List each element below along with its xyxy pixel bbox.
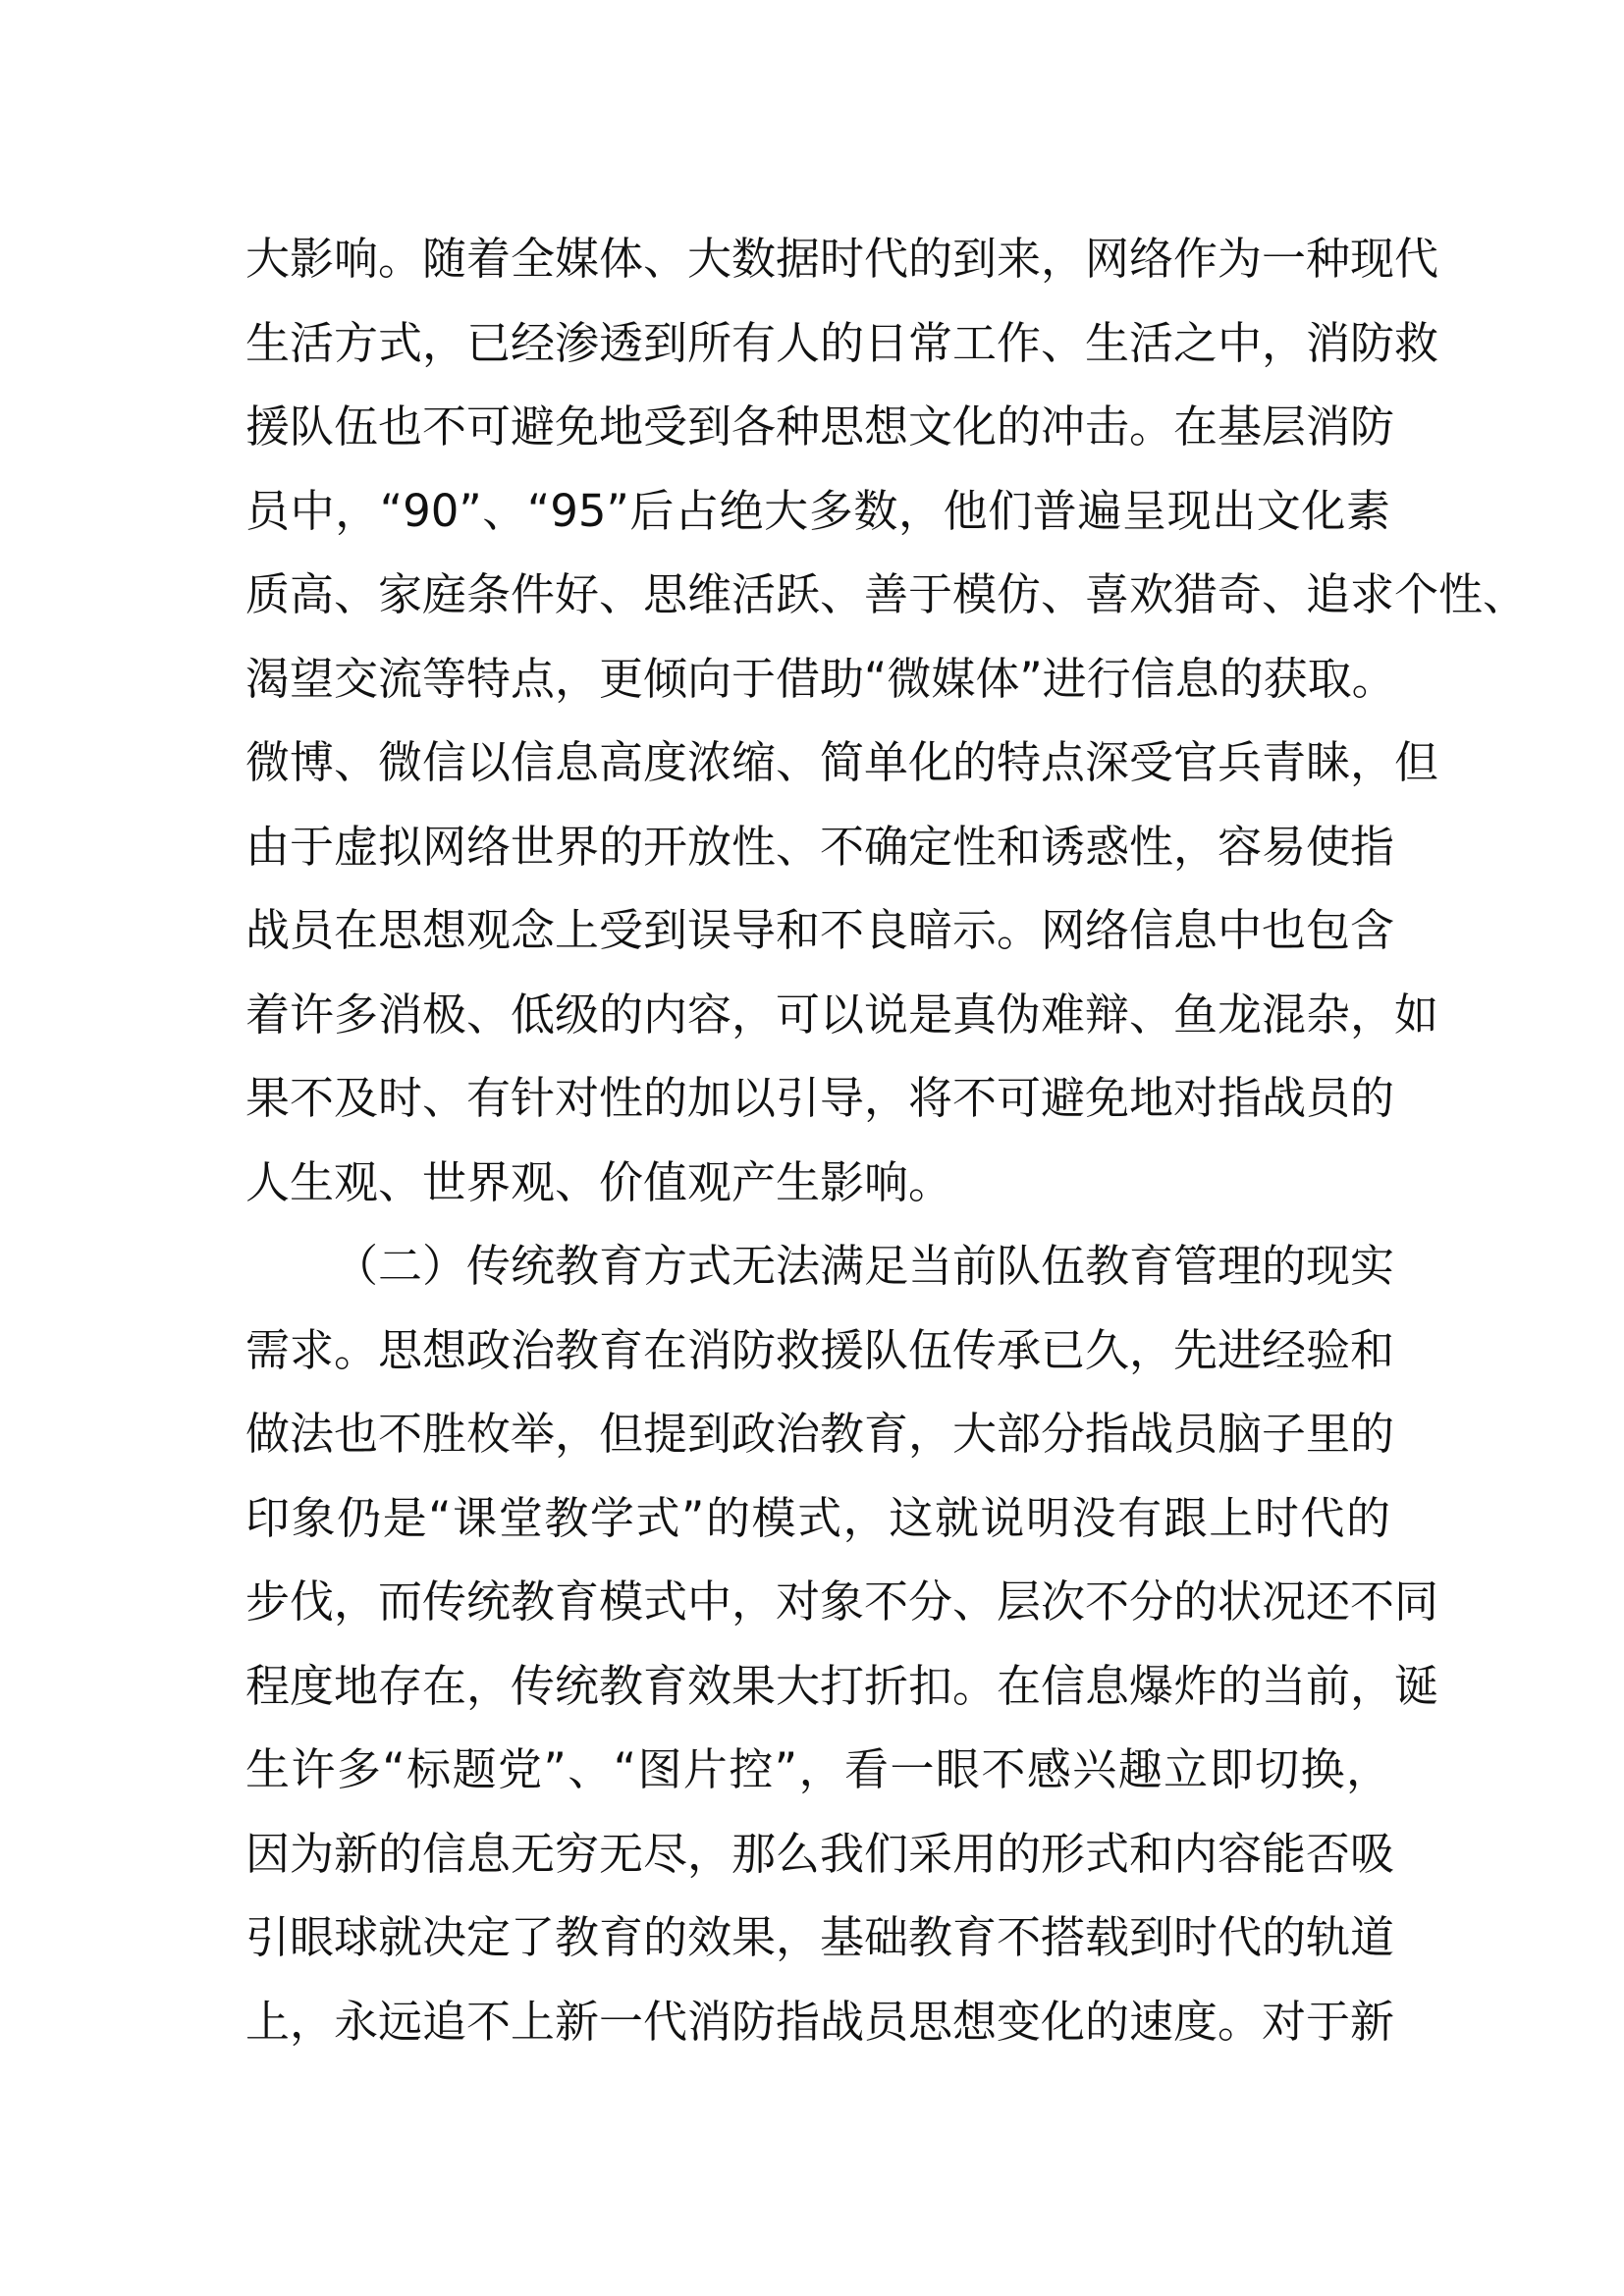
text-line: 程度地存在，传统教育效果大打折扣。在信息爆炸的当前，诞 (245, 1659, 1439, 1712)
text-line-paragraph-end: 人生观、世界观、价值观产生影响。 (245, 1155, 953, 1208)
text-line: 因为新的信息无穷无尽，那么我们采用的形式和内容能否吸 (245, 1827, 1395, 1880)
text-line: 援队伍也不可避免地受到各种思想文化的冲击。在基层消防 (245, 400, 1395, 453)
text-line: 引眼球就决定了教育的效果，基础教育不搭载到时代的轨道 (245, 1911, 1395, 1963)
text-line: 需求。思想政治教育在消防救援队伍传承已久，先进经验和 (245, 1323, 1395, 1376)
text-line: 印象仍是“课堂教学式”的模式，这就说明没有跟上时代的 (245, 1491, 1390, 1544)
text-line: 生活方式，已经渗透到所有人的日常工作、生活之中，消防救 (245, 316, 1439, 369)
text-line: 生许多“标题党”、“图片控”，看一眼不感兴趣立即切换， (245, 1743, 1390, 1795)
text-line: 战员在思想观念上受到误导和不良暗示。网络信息中也包含 (245, 904, 1395, 956)
text-line: 做法也不胜枚举，但提到政治教育，大部分指战员脑子里的 (245, 1408, 1395, 1460)
body-text (245, 217, 1528, 2063)
text-line: 大影响。随着全媒体、大数据时代的到来，网络作为一种现代 (245, 233, 1439, 285)
text-line: 上，永远追不上新一代消防指战员思想变化的速度。对于新 (245, 1995, 1395, 2048)
text-line: 由于虚拟网络世界的开放性、不确定性和诱惑性，容易使指 (245, 820, 1395, 873)
text-line: 质高、家庭条件好、思维活跃、善于模仿、喜欢猎奇、追求个性、 (245, 568, 1528, 620)
text-line: 着许多消极、低级的内容，可以说是真伪难辩、鱼龙混杂，如 (245, 988, 1439, 1041)
text-line: 步伐，而传统教育模式中，对象不分、层次不分的状况还不同 (245, 1575, 1439, 1628)
text-line: 员中，“90”、“95”后占绝大多数，他们普遍呈现出文化素 (245, 484, 1390, 537)
text-line: 果不及时、有针对性的加以引导，将不可避免地对指战员的 (245, 1072, 1395, 1124)
text-line: 渴望交流等特点，更倾向于借助“微媒体”进行信息的获取。 (245, 652, 1396, 705)
text-line: 微博、微信以信息高度浓缩、简单化的特点深受官兵青睐，但 (245, 736, 1439, 788)
section-heading-line: （二）传统教育方式无法满足当前队伍教育管理的现实 (334, 1240, 1395, 1292)
